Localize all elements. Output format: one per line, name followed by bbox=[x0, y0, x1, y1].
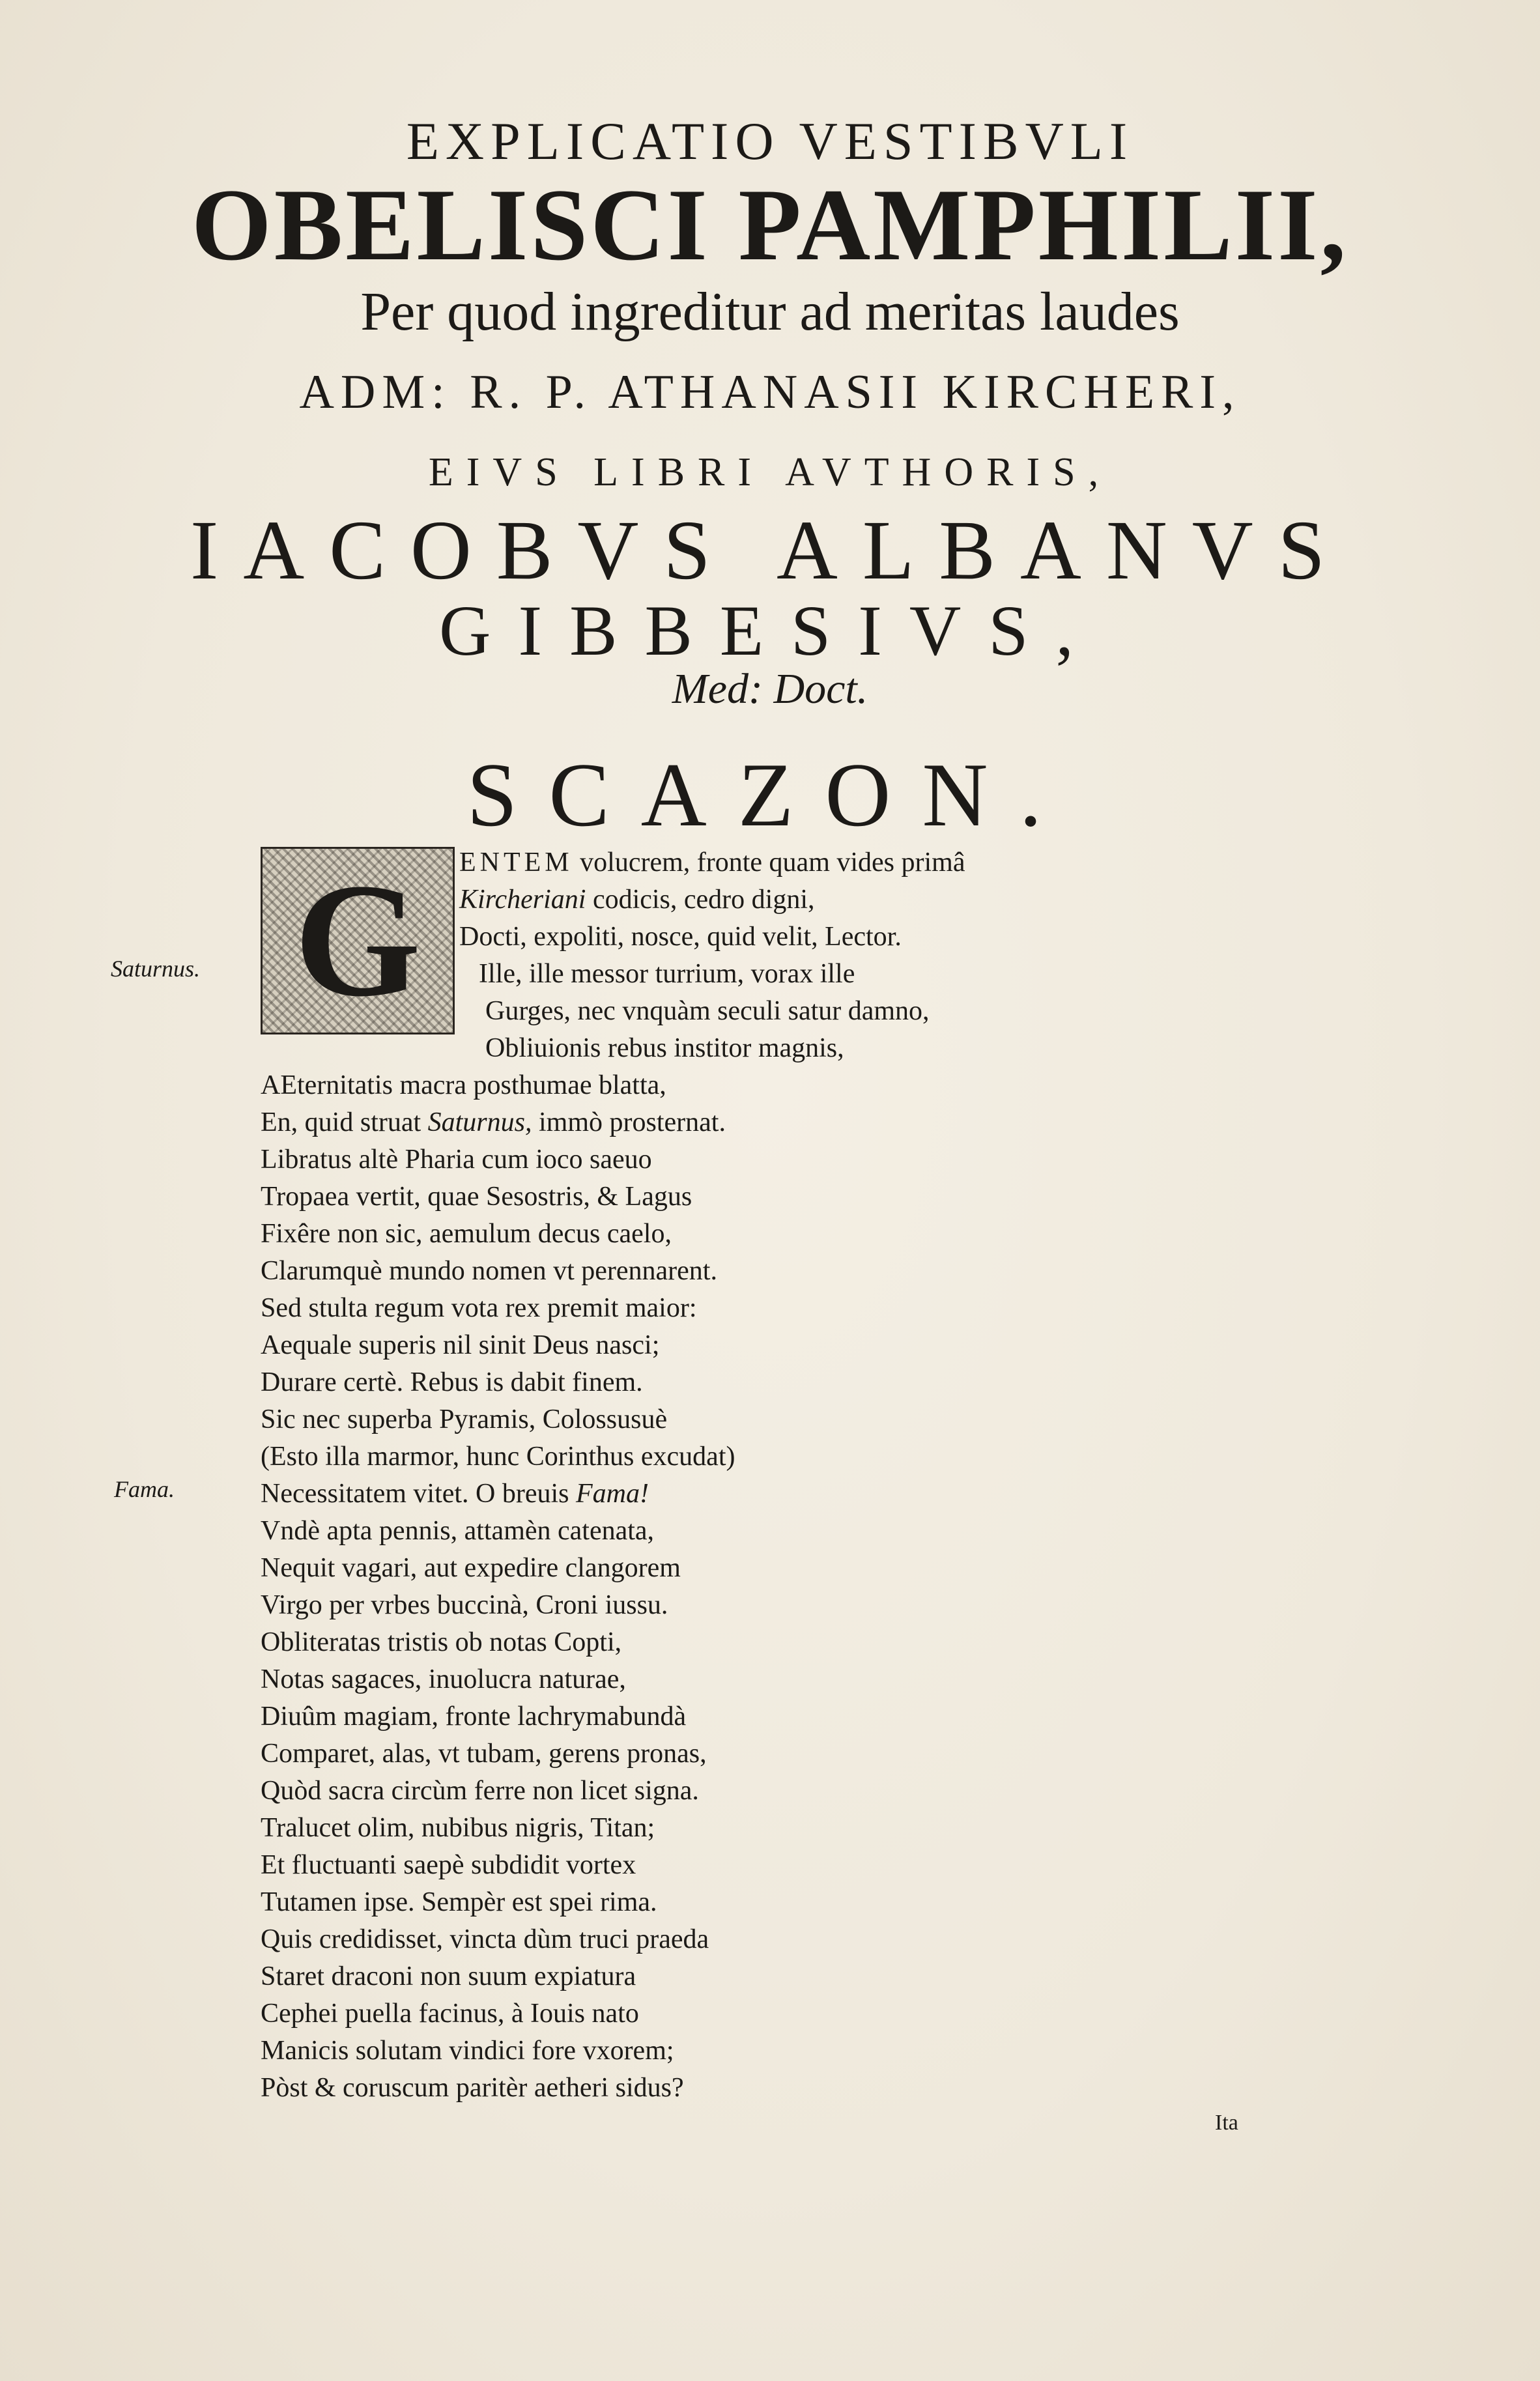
verse-line: Quòd sacra circùm ferre non licet signa. bbox=[261, 1776, 699, 1806]
heading-per-quod: Per quod ingreditur ad meritas laudes bbox=[360, 281, 1180, 342]
verse-line: Tralucet olim, nubibus nigris, Titan; bbox=[261, 1813, 655, 1843]
verse-line: Cephei puella facinus, à Iouis nato bbox=[261, 1999, 639, 2029]
verse-line: Vndè apta pennis, attamèn catenata, bbox=[261, 1516, 655, 1546]
heading-eius-libri: EIVS LIBRI AVTHORIS, bbox=[428, 450, 1112, 494]
verse-line: Kircheriani codicis, cedro digni, bbox=[459, 885, 815, 915]
verse-line: Notas sagaces, inuolucra naturae, bbox=[261, 1664, 626, 1694]
verse-line: Fixêre non sic, aemulum decus caelo, bbox=[261, 1219, 672, 1249]
heading-explicatio: EXPLICATIO VESTIBVLI bbox=[406, 111, 1134, 171]
author-name: IACOBVS ALBANVS bbox=[190, 504, 1350, 597]
verse-line: Et fluctuanti saepè subdidit vortex bbox=[261, 1850, 636, 1880]
author-surname: GIBBESIVS, bbox=[439, 591, 1101, 670]
opening-lines bbox=[459, 844, 1436, 1067]
verse-line: Staret draconi non suum expiatura bbox=[261, 1961, 636, 1991]
decorated-initial bbox=[261, 847, 455, 1034]
verse-line: Virgo per vrbes buccinà, Croni iussu. bbox=[261, 1590, 668, 1620]
verse-line: Sed stulta regum vota rex premit maior: bbox=[261, 1293, 697, 1323]
poem-title: SCAZON. bbox=[466, 745, 1074, 846]
margin-note-fama: Fama. bbox=[114, 1476, 175, 1502]
author-title: Med: Doct. bbox=[672, 665, 868, 713]
verse-line: Pòst & coruscum paritèr aetheri sidus? bbox=[261, 2073, 684, 2103]
verse-line: Clarumquè mundo nomen vt perennarent. bbox=[261, 1256, 717, 1286]
verse-line: Aequale superis nil sinit Deus nasci; bbox=[261, 1330, 660, 1360]
verse-line: Quis credidisset, vincta dùm truci praeda bbox=[261, 1924, 709, 1954]
initial-letter: G bbox=[294, 850, 421, 1031]
verse-line: Gurges, nec vnquàm seculi satur damno, bbox=[485, 996, 930, 1026]
catchword: Ita bbox=[1215, 2111, 1238, 2135]
heading-obelisci: OBELISCI PAMPHILII, bbox=[191, 168, 1349, 282]
verse-line: En, quid struat Saturnus, immò prosternat. bbox=[261, 1107, 726, 1137]
verse-line: Docti, expoliti, nosce, quid velit, Lector. bbox=[459, 922, 902, 952]
verse-line: (Esto illa marmor, hunc Corinthus excudat) bbox=[261, 1442, 735, 1472]
verse-line: Nequit vagari, aut expedire clangorem bbox=[261, 1553, 681, 1583]
verse-line: Manicis solutam vindici fore vxorem; bbox=[261, 2036, 674, 2066]
verse-line: Ille, ille messor turrium, vorax ille bbox=[479, 959, 855, 989]
verse-line: Obliuionis rebus institor magnis, bbox=[485, 1033, 844, 1063]
verse-line: Obliteratas tristis ob notas Copti, bbox=[261, 1627, 622, 1657]
verse-line: Comparet, alas, vt tubam, gerens pronas, bbox=[261, 1739, 707, 1769]
verse-line: AEternitatis macra posthumae blatta, bbox=[261, 1070, 666, 1100]
verse-line: Tutamen ipse. Sempèr est spei rima. bbox=[261, 1887, 657, 1917]
verse-line: Libratus altè Pharia cum ioco saeuo bbox=[261, 1145, 652, 1175]
verse-line: Diuûm magiam, fronte lachrymabundà bbox=[261, 1702, 687, 1732]
verse-line: ENTEM volucrem, fronte quam vides primâ bbox=[459, 848, 965, 877]
verse-line: Sic nec superba Pyramis, Colossusuè bbox=[261, 1404, 668, 1434]
poem-body bbox=[261, 1067, 1238, 2107]
heading-kircheri: ADM: R. P. ATHANASII KIRCHERI, bbox=[299, 365, 1241, 419]
margin-note-saturnus: Saturnus. bbox=[111, 956, 201, 982]
verse-line: Necessitatem vitet. O breuis Fama! bbox=[261, 1479, 649, 1509]
verse-line: Tropaea vertit, quae Sesostris, & Lagus bbox=[261, 1182, 692, 1212]
verse-line: Durare certè. Rebus is dabit finem. bbox=[261, 1367, 643, 1397]
